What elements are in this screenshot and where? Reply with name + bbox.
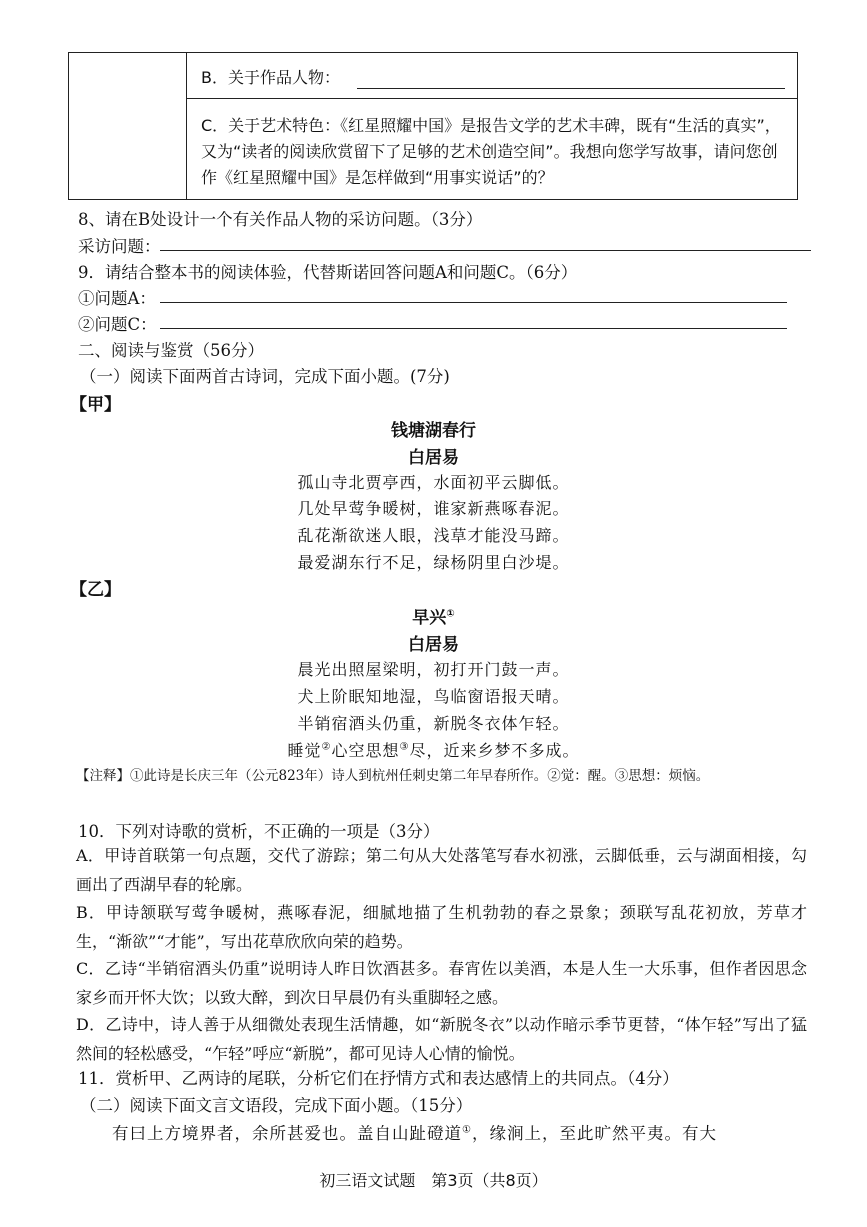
footnote-mark: ② <box>321 741 332 753</box>
passage-part: 有曰上方境界者，余所甚爱也。盖自山趾磴道 <box>112 1124 462 1143</box>
poem-2-line-last <box>0 738 867 761</box>
poem-1-line: 几处早莺争暖树，谁家新燕啄春泥。 <box>297 499 570 518</box>
poem-1-line: 孤山寺北贾亭西，水面初平云脚低。 <box>297 473 570 492</box>
poem-1-title: 钱塘湖春行 <box>391 421 476 441</box>
poem-2-line: 犬上阶眠知地湿，鸟临窗语报天晴。 <box>297 687 570 706</box>
question-8: 8、请在B处设计一个有关作品人物的采访问题。（3分） <box>78 210 483 229</box>
classical-passage-line <box>112 1120 807 1144</box>
poem-1-line: 最爱湖东行不足，绿杨阴里白沙堤。 <box>297 553 570 572</box>
poem-2-title-mark: ① <box>446 608 455 620</box>
section-2-title: 二、阅读与鉴赏（56分） <box>78 341 264 360</box>
table-left-column <box>69 53 187 199</box>
poem-2-line: 晨光出照屋梁明，初打开门鼓一声。 <box>297 660 570 679</box>
table-row-b <box>187 53 797 99</box>
q10-option-b: B．甲诗颔联写莺争暖树，燕啄春泥，细腻地描了生机勃勃的春之景象；颈联写乱花初放，芳草才生，“渐欲”“才能”，写出花草欣欣向荣的趋势。 <box>76 903 807 951</box>
row-c-text: C．关于艺术特色：《红星照耀中国》是报告文学的艺术丰碑，既有“生活的真实”，又为“读者的阅读欣赏留下了足够的艺术创造空间”。我想向您学写故事，请问您创作《红星照耀中国》是怎样做到“用事实说话”的？ <box>201 116 781 187</box>
poem-1-tag: 【甲】 <box>70 395 121 415</box>
footnote-mark: ① <box>462 1124 472 1136</box>
page-footer: 初三语文试题 第3页（共8页） <box>319 1171 548 1190</box>
poem-2-title <box>0 603 867 628</box>
annotation-note: 【注释】①此诗是长庆三年（公元823年）诗人到杭州任刺史第二年早春所作。②觉：醒。③思想：烦恼。 <box>76 768 710 784</box>
poem-1-author: 白居易 <box>408 448 459 468</box>
q9-answer-line-c[interactable] <box>160 328 787 329</box>
section-2-part-1: （一）阅读下面两首古诗词，完成下面小题。(7分) <box>80 367 450 386</box>
q9-answer-line-a[interactable] <box>160 302 787 303</box>
interview-table <box>68 52 798 200</box>
q8-answer-label: 采访问题： <box>78 237 161 256</box>
q9-label-c: ②问题C： <box>78 315 157 334</box>
question-11: 11．赏析甲、乙两诗的尾联，分析它们在抒情方式和表达感情上的共同点。（4分） <box>78 1069 679 1088</box>
question-10: 10．下列对诗歌的赏析，不正确的一项是（3分） <box>78 822 440 841</box>
q10-option-a: A．甲诗首联第一句点题，交代了游踪；第二句从大处落笔写春水初涨，云脚低垂，云与湖面相接，勾画出了西湖早春的轮廓。 <box>76 846 807 894</box>
question-9: 9．请结合整本书的阅读体验，代替斯诺回答问题A和问题C。（6分） <box>78 263 578 282</box>
q10-option-c: C．乙诗“半销宿酒头仍重”说明诗人昨日饮酒甚多。春宵佐以美酒，本是人生一大乐事，但作者因思念家乡而开怀大饮；以致大醉，到次日早晨仍有头重脚轻之感。 <box>76 959 807 1007</box>
q9-label-a: ①问题A： <box>78 289 156 308</box>
footnote-mark: ③ <box>399 741 410 753</box>
poem-2-title-text: 早兴 <box>412 608 447 628</box>
poem-2-author: 白居易 <box>408 635 459 655</box>
poem-2-line-part: 心空思想 <box>331 741 400 760</box>
row-b-label: B．关于作品人物： <box>201 68 340 87</box>
poem-2-line-part: 尽，近来乡梦不多成。 <box>409 741 580 760</box>
q10-option-d: D．乙诗中，诗人善于从细微处表现生活情趣，如“新脱冬衣”以动作暗示季节更替，“体乍轻”写出了猛然间的轻松感受，“乍轻”呼应“新脱”，都可见诗人心情的愉悦。 <box>76 1015 807 1063</box>
poem-2-line-part: 睡觉 <box>287 741 322 760</box>
q8-answer-line[interactable] <box>160 250 811 251</box>
passage-part: ，缘涧上，至此旷然平夷。有大 <box>471 1124 717 1143</box>
row-b-answer-line[interactable] <box>357 88 785 89</box>
poem-2-tag: 【乙】 <box>70 580 121 600</box>
poem-1-line: 乱花渐欲迷人眼，浅草才能没马蹄。 <box>297 526 570 545</box>
poem-2-line: 半销宿酒头仍重，新脱冬衣体乍轻。 <box>297 714 570 733</box>
table-row-c <box>187 99 797 199</box>
section-2-part-2: （二）阅读下面文言文语段，完成下面小题。（15分） <box>80 1096 473 1115</box>
